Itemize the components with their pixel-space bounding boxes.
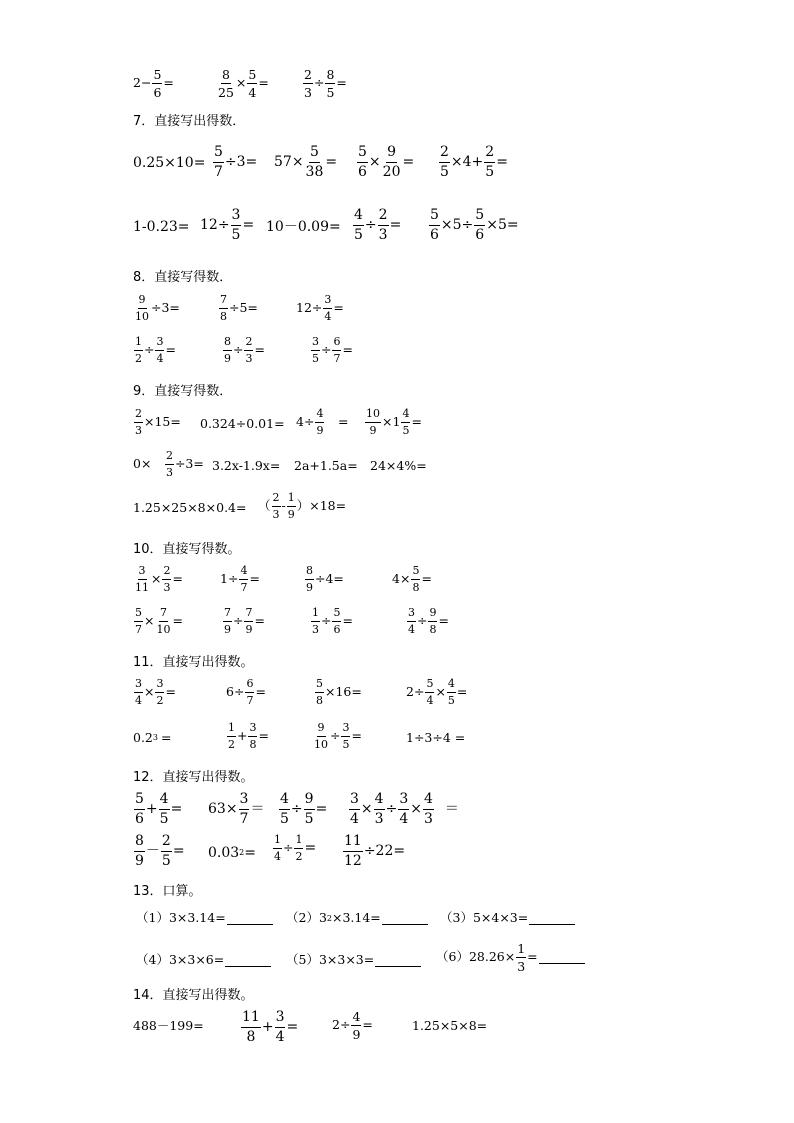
fraction: $\frac{11}{8}$ [242,1009,260,1045]
expr-12-1-4: $\frac{3}{4}$ × $\frac{4}{3}$ ÷ $\frac{3}{4}$ × $\frac{4}{3}$ ＝ [350,791,459,827]
expr-14-1-3: 2÷ $\frac{4}{9}$ = [332,1009,373,1043]
expr-9-1-2: 0.324÷0.01= [200,416,285,431]
answer-blank[interactable] [382,912,428,925]
fraction: $\frac{5}{4}$ [426,677,434,707]
expr-14-1-2: $\frac{11}{8}$ + $\frac{3}{4}$ = [242,1009,299,1045]
expr-7-1-3: 57× $\frac{5}{38}$ = [274,144,338,180]
fraction: $\frac{1}{3}$ [312,606,319,636]
section-12-heading: 12．直接写出得数。 [133,770,254,785]
answer-blank[interactable] [225,954,271,967]
fraction: $\frac{8}{9}$ [306,564,313,594]
answer-blank[interactable] [375,954,421,967]
expr-10-2-2: $\frac{7}{9}$ ÷ $\frac{7}{9}$ = [224,606,265,636]
expr-9-1-3: 4÷ $\frac{4}{9}$ = [296,407,349,437]
fraction: $\frac{2}{3}$ [272,491,280,521]
fraction: $\frac{4}{5}$ [280,791,289,827]
fraction: $\frac{9}{20}$ [382,144,401,180]
expr-9-2-4: 24×4%= [370,458,427,473]
fraction: $\frac{1}{9}$ [287,491,295,521]
expr-10-2-4: $\frac{3}{4}$ ÷ $\frac{9}{8}$ = [408,606,449,636]
expr-13-2-1: （4）3×3×6= [136,954,271,967]
section-11-heading: 11．直接写出得数。 [133,655,254,670]
expr-10-1-4: 4× $\frac{5}{8}$ = [392,564,432,594]
fraction: $\frac{5}{8}$ [316,677,323,707]
answer-blank[interactable] [539,951,585,964]
fraction: $\frac{3}{4}$ [350,791,359,827]
fraction: $\frac{3}{7}$ [239,791,249,827]
expr-11-1-3: $\frac{5}{8}$ ×16= [316,677,362,707]
expr-7-2-3: 10－0.09= [266,219,341,235]
expr-7-2-5: $\frac{5}{6}$ ×5÷ $\frac{5}{6}$ ×5= [430,207,519,243]
fraction: $\frac{8}{5}$ [326,67,335,101]
fraction: $\frac{8}{9}$ [224,335,231,365]
expr-10-1-3: $\frac{8}{9}$ ÷4= [306,564,344,594]
expr-9-3-1: 1.25×25×8×0.4= [133,500,247,515]
fraction: $\frac{2}{3}$ [378,207,388,243]
fraction: $\frac{2}{3}$ [304,67,312,101]
expr-14-1-1: 488－199= [133,1018,204,1033]
expr-9-2-2: 3.2x-1.9x= [212,458,281,473]
fraction: $\frac{9}{10}$ [135,293,149,323]
fraction: $\frac{5}{6}$ [358,144,367,180]
expr-10-2-3: $\frac{1}{3}$ ÷ $\frac{5}{6}$ = [312,606,353,636]
fraction: $\frac{9}{8}$ [429,606,437,636]
section-13-heading: 13．口算。 [133,884,202,899]
expr-11-1-4: 2÷ $\frac{5}{4}$ × $\frac{4}{5}$ = [406,677,468,707]
fraction: $\frac{5}{6}$ [333,606,341,636]
expr-13-2-2: （5）3×3×3= [286,954,421,967]
expr-12-2-2: 0.03 2 = [208,845,256,861]
expr-top-2: $\frac{8}{25}$ × $\frac{5}{4}$ = [218,67,269,101]
fraction: $\frac{4}{5}$ [447,677,455,707]
fraction: $\frac{3}{11}$ [135,564,149,594]
expr-9-2-3: 2a+1.5a= [294,458,358,473]
expr-12-1-1: $\frac{5}{6}$ + $\frac{4}{5}$ = [135,791,183,827]
expr-8-2-2: $\frac{8}{9}$ ÷ $\frac{2}{3}$ = [224,335,265,365]
expr-13-1-3: （3）5×4×3= [440,912,575,925]
expr-9-1-1: $\frac{2}{3}$ ×15= [135,407,181,437]
expr-10-1-1: $\frac{3}{11}$ × $\frac{2}{3}$ = [135,564,183,594]
fraction: $\frac{5}{6}$ [135,791,144,827]
expr-7-2-1: 1-0.23= [133,219,190,235]
expr-11-1-1: $\frac{3}{4}$ × $\frac{3}{2}$ = [135,677,176,707]
fraction: $\frac{2}{3}$ [163,564,171,594]
fraction: $\frac{3}{4}$ [275,1009,285,1045]
fraction: $\frac{1}{4}$ [274,833,281,863]
fraction: $\frac{4}{7}$ [240,564,248,594]
expr-11-2-4: 1÷3÷4 = [406,730,466,745]
fraction: $\frac{3}{5}$ [312,335,319,365]
fraction: $\frac{1}{2}$ [135,335,142,365]
answer-blank[interactable] [529,912,575,925]
expr-11-2-2: $\frac{1}{2}$ + $\frac{3}{8}$ = [228,721,269,751]
expr-7-1-2: $\frac{5}{7}$ ÷3= [214,144,258,180]
fraction: $\frac{3}{4}$ [135,677,142,707]
fraction: $\frac{3}{5}$ [342,721,350,751]
fraction: $\frac{2}{5}$ [440,144,449,180]
expr-12-1-2: 63× $\frac{3}{7}$ ＝ [208,791,265,827]
fraction: $\frac{4}{5}$ [354,207,363,243]
fraction: $\frac{5}{6}$ [430,207,439,243]
expr-8-1-2: $\frac{7}{8}$ ÷5= [220,293,258,323]
expr-9-3-2: （ $\frac{2}{3}$ - $\frac{1}{9}$ ）×18= [258,491,347,521]
expr-13-1-2: （2）3 2 ×3.14= [286,912,428,925]
expr-7-2-2: 12÷ $\frac{3}{5}$ = [200,207,255,243]
expr-9-1-4: $\frac{10}{9}$ ×1 $\frac{4}{5}$ = [366,407,422,437]
fraction: $\frac{8}{25}$ [218,67,234,101]
expr-8-1-3: 12÷ $\frac{3}{4}$ = [296,293,344,323]
expr-13-1-1: （1）3×3.14= [136,912,273,925]
fraction: $\frac{2}{5}$ [161,833,171,869]
expr-12-2-3: $\frac{1}{4}$ ÷ $\frac{1}{2}$ = [274,833,317,863]
fraction: $\frac{6}{7}$ [246,677,254,707]
section-10-heading: 10．直接写得数。 [133,542,241,557]
fraction: $\frac{4}{5}$ [402,407,410,437]
expr-top-3: $\frac{2}{3}$ ÷ $\frac{8}{5}$ = [304,67,347,101]
fraction: $\frac{7}{10}$ [156,606,171,636]
section-14-heading: 14．直接写出得数。 [133,988,254,1003]
fraction: $\frac{9}{5}$ [304,791,314,827]
fraction: $\frac{3}{4}$ [408,606,415,636]
fraction: $\frac{4}{5}$ [159,791,169,827]
fraction: $\frac{4}{3}$ [423,791,433,827]
section-7-heading: 7．直接写出得数． [133,114,246,129]
fraction: $\frac{3}{4}$ [156,335,164,365]
fraction: $\frac{4}{9}$ [352,1009,361,1043]
fraction: $\frac{1}{2}$ [228,721,235,751]
fraction: $\frac{1}{3}$ [517,941,526,975]
fraction: $\frac{5}{8}$ [412,564,420,594]
fraction: $\frac{5}{7}$ [135,606,142,636]
expr-7-1-4: $\frac{5}{6}$ × $\frac{9}{20}$ = [358,144,415,180]
expr-10-2-1: $\frac{5}{7}$ × $\frac{7}{10}$ = [135,606,183,636]
expr-7-1-5: $\frac{2}{5}$ ×4+ $\frac{2}{5}$ = [440,144,508,180]
fraction: $\frac{7}{9}$ [245,606,253,636]
expr-top-1: 2− $\frac{5}{6}$ = [133,67,174,101]
expr-12-2-1: $\frac{8}{9}$ － $\frac{2}{5}$ = [135,833,185,869]
section-8-heading: 8．直接写得数． [133,270,233,285]
expr-14-1-4: 1.25×5×8= [412,1018,488,1033]
fraction: $\frac{11}{12}$ [344,833,362,869]
expr-9-2-1: 0× $\frac{2}{3}$ ÷3= [133,449,204,479]
fraction: $\frac{3}{4}$ [399,791,409,827]
expr-8-1-1: $\frac{9}{10}$ ÷3= [135,293,180,323]
expr-13-2-3: （6）28.26× $\frac{1}{3}$ = [436,942,585,973]
fraction: $\frac{7}{9}$ [224,606,231,636]
fraction: $\frac{5}{4}$ [248,67,257,101]
fraction: $\frac{5}{6}$ [153,67,162,101]
fraction: $\frac{7}{8}$ [220,293,227,323]
fraction: $\frac{3}{5}$ [231,207,241,243]
fraction: $\frac{1}{2}$ [295,833,303,863]
fraction: $\frac{8}{9}$ [135,833,144,869]
expr-10-1-2: 1÷ $\frac{4}{7}$ = [220,564,260,594]
fraction: $\frac{2}{3}$ [245,335,253,365]
answer-blank[interactable] [227,912,273,925]
fraction: $\frac{4}{3}$ [374,791,384,827]
section-9-heading: 9．直接写得数． [133,384,233,399]
fraction: $\frac{9}{10}$ [314,721,328,751]
fraction: $\frac{5}{6}$ [475,207,485,243]
fraction: $\frac{4}{9}$ [316,407,324,437]
expr-11-2-3: $\frac{9}{10}$ ÷ $\frac{3}{5}$ = [314,721,362,751]
fraction: $\frac{3}{8}$ [249,721,257,751]
fraction: $\frac{2}{3}$ [165,449,173,479]
expr-8-2-1: $\frac{1}{2}$ ÷ $\frac{3}{4}$ = [135,335,176,365]
fraction: $\frac{5}{38}$ [305,144,324,180]
expr-11-2-1: 0.2 3 = [133,730,172,745]
fraction: $\frac{5}{7}$ [214,144,223,180]
fraction: $\frac{2}{3}$ [135,407,142,437]
fraction: $\frac{3}{4}$ [324,293,332,323]
expr-8-2-3: $\frac{3}{5}$ ÷ $\frac{6}{7}$ = [312,335,353,365]
fraction: $\frac{2}{5}$ [485,144,495,180]
expr-12-2-4: $\frac{11}{12}$ ÷22= [344,833,406,869]
fraction: $\frac{6}{7}$ [333,335,341,365]
fraction: $\frac{10}{9}$ [366,407,380,437]
expr-7-2-4: $\frac{4}{5}$ ÷ $\frac{2}{3}$ = [354,207,402,243]
expr-11-1-2: 6÷ $\frac{6}{7}$ = [226,677,266,707]
expr-7-1-1: 0.25×10= [133,155,206,171]
fraction: $\frac{3}{2}$ [156,677,164,707]
expr-12-1-3: $\frac{4}{5}$ ÷ $\frac{9}{5}$ = [280,791,328,827]
